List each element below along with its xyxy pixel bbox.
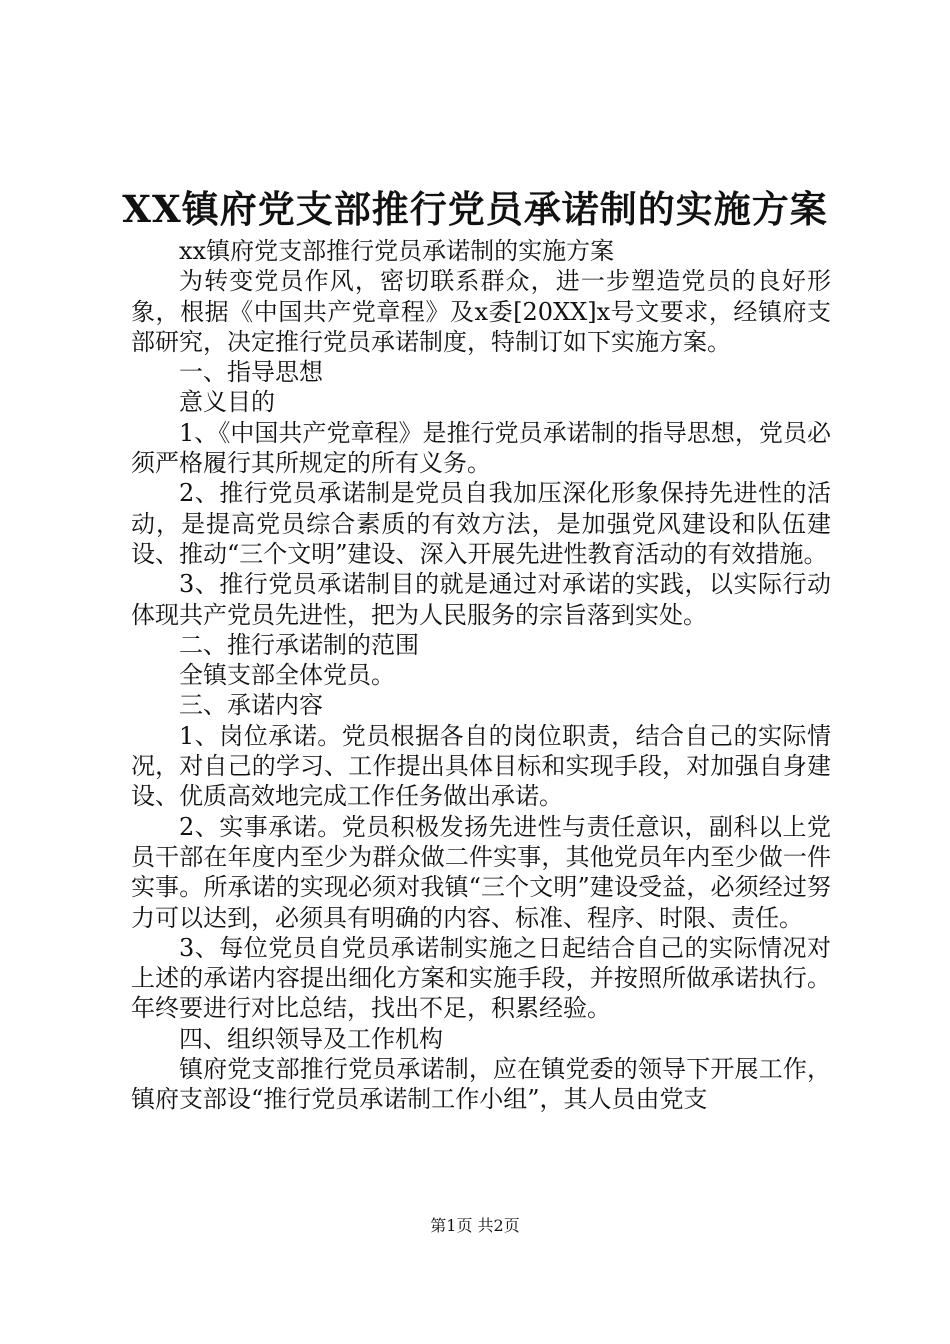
paragraph: 意义目的 <box>179 388 275 417</box>
paragraph: 2、推行党员承诺制是党员自我加压深化形象保持先进性的活动，是提高党员综合素质的有效方法，是加强党风建设和队伍建设、推动“三个文明”建设、深入开展先进性教育活动的有效措施。 <box>131 479 831 568</box>
paragraph: 全镇支部全体党员。 <box>179 661 395 690</box>
paragraph: 1、岗位承诺。党员根据各自的岗位职责，结合自己的实际情况，对自己的学习、工作提出具体目标和实现手段，对加强自身建设、优质高效地完成工作任务做出承诺。 <box>131 721 831 811</box>
paragraph: 为转变党员作风，密切联系群众，进一步塑造党员的良好形象，根据《中国共产党章程》及x委[20XX]x号文要求，经镇府支部研究，决定推行党员承诺制度，特制订如下实施方案。 <box>131 267 831 356</box>
section-heading: 一、指导思想 <box>179 358 323 387</box>
paragraph: 3、推行党员承诺制目的就是通过对承诺的实践，以实际行动体现共产党员先进性，把为人民服务的宗旨落到实处。 <box>131 570 831 629</box>
paragraph: 1、《中国共产党章程》是推行党员承诺制的指导思想，党员必须严格履行其所规定的所有义务。 <box>131 418 831 478</box>
document-body <box>131 236 831 1115</box>
section-heading: 四、组织领导及工作机构 <box>179 1024 443 1053</box>
paragraph: 3、每位党员自党员承诺制实施之日起结合自己的实际情况对上述的承诺内容提出细化方案和实施手段，并按照所做承诺执行。年终要进行对比总结，找出不足，积累经验。 <box>131 933 831 1023</box>
paragraph: 镇府党支部推行党员承诺制，应在镇党委的领导下开展工作，镇府支部设“推行党员承诺制工作小组”，其人员由党支 <box>131 1055 831 1114</box>
paragraph: xx镇府党支部推行党员承诺制的实施方案 <box>179 237 615 265</box>
paragraph: 2、实事承诺。党员积极发扬先进性与责任意识，副科以上党员干部在年度内至少为群众做二件实事，其他党员年内至少做一件实事。所承诺的实现必须对我镇“三个文明”建设受益，必须经过努力可以达到，必须具有明确的内容、标准、程序、时限、责任。 <box>131 812 831 932</box>
section-heading: 二、推行承诺制的范围 <box>179 630 419 659</box>
section-heading: 三、承诺内容 <box>179 691 323 720</box>
document-title: XX镇府党支部推行党员承诺制的实施方案 <box>122 187 828 231</box>
page-footer: 第1页 共2页 <box>430 1216 520 1235</box>
